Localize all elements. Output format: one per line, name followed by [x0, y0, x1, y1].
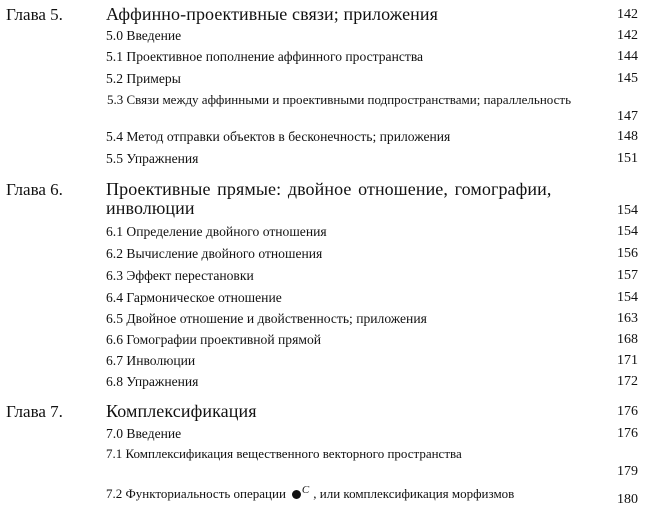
- entry-title: 5.4 Метод отправки объектов в бесконечность; приложения: [106, 129, 451, 144]
- entry-title: 6.2 Вычисление двойного отношения: [106, 246, 323, 261]
- entry-page-number: 145: [617, 71, 638, 86]
- toc-entry: [106, 447, 638, 477]
- entry-page-number: 156: [617, 246, 638, 261]
- entry-title: 6.4 Гармоническое отношение: [106, 290, 282, 305]
- entry-page-number: 171: [617, 353, 638, 368]
- chapter-page-number: 142: [617, 7, 638, 22]
- entry-page-number: 176: [617, 426, 638, 441]
- chapter-title: Комплексификация: [106, 401, 257, 421]
- entry-title: 6.1 Определение двойного отношения: [106, 224, 327, 239]
- entry-title-end: , или комплексификация морфизмов: [313, 486, 515, 501]
- entry-page-number: 144: [617, 49, 638, 64]
- entry-title: 6.3 Эффект перестановки: [106, 268, 254, 283]
- entry-title: 5.3 Связи между аффинными и проективными подпространствами; параллельность: [107, 92, 572, 107]
- entry-title: 5.2 Примеры: [106, 71, 181, 86]
- chapter-page-number: 176: [617, 404, 638, 419]
- entry-page-number: 151: [617, 151, 638, 166]
- toc-entry: [106, 484, 638, 514]
- entry-title: [106, 484, 586, 501]
- entry-page-number: 154: [617, 224, 638, 239]
- complex-superscript: C: [301, 484, 310, 496]
- entry-page-number: 154: [617, 290, 638, 305]
- chapter-7: [6, 402, 638, 522]
- entry-page-number: 168: [617, 332, 638, 347]
- entry-title: 5.0 Введение: [106, 28, 182, 43]
- entry-title: 6.7 Инволюции: [106, 353, 196, 368]
- chapter-5: [6, 5, 638, 170]
- entry-title: 5.1 Проективное пополнение аффинного пространства: [106, 49, 424, 64]
- entry-title: 6.6 Гомографии проективной прямой: [106, 332, 322, 347]
- entry-page-number: 148: [617, 129, 638, 144]
- chapter-label: Глава 7.: [6, 402, 63, 421]
- chapter-page-number: 154: [617, 203, 638, 218]
- chapter-6: [6, 180, 638, 390]
- entry-page-number: 157: [617, 268, 638, 283]
- entry-title: 6.5 Двойное отношение и двойственность; приложения: [106, 311, 427, 326]
- entry-title-start: 7.2 Функториальность операции: [106, 486, 286, 501]
- entry-title: 7.0 Введение: [106, 426, 182, 441]
- chapter-title: Проективные прямые: двойное отношение, гомографии, инволюции: [106, 179, 552, 218]
- toc-entry: [107, 93, 638, 123]
- entry-page-number: 179: [617, 464, 638, 479]
- entry-page-number: 163: [617, 311, 638, 326]
- chapter-label: Глава 6.: [6, 180, 63, 199]
- entry-page-number: 147: [617, 109, 638, 124]
- entry-title: 7.1 Комплексификация вещественного векторного пространства: [106, 446, 462, 461]
- entry-title: 6.8 Упражнения: [106, 374, 199, 389]
- entry-page-number: 180: [617, 492, 638, 507]
- chapter-label: Глава 5.: [6, 5, 63, 24]
- bullet-dot-icon: [292, 490, 301, 499]
- entry-page-number: 172: [617, 374, 638, 389]
- chapter-title: Аффинно-проективные связи; приложения: [106, 4, 438, 24]
- entry-title: 5.5 Упражнения: [106, 151, 199, 166]
- entry-page-number: 142: [617, 28, 638, 43]
